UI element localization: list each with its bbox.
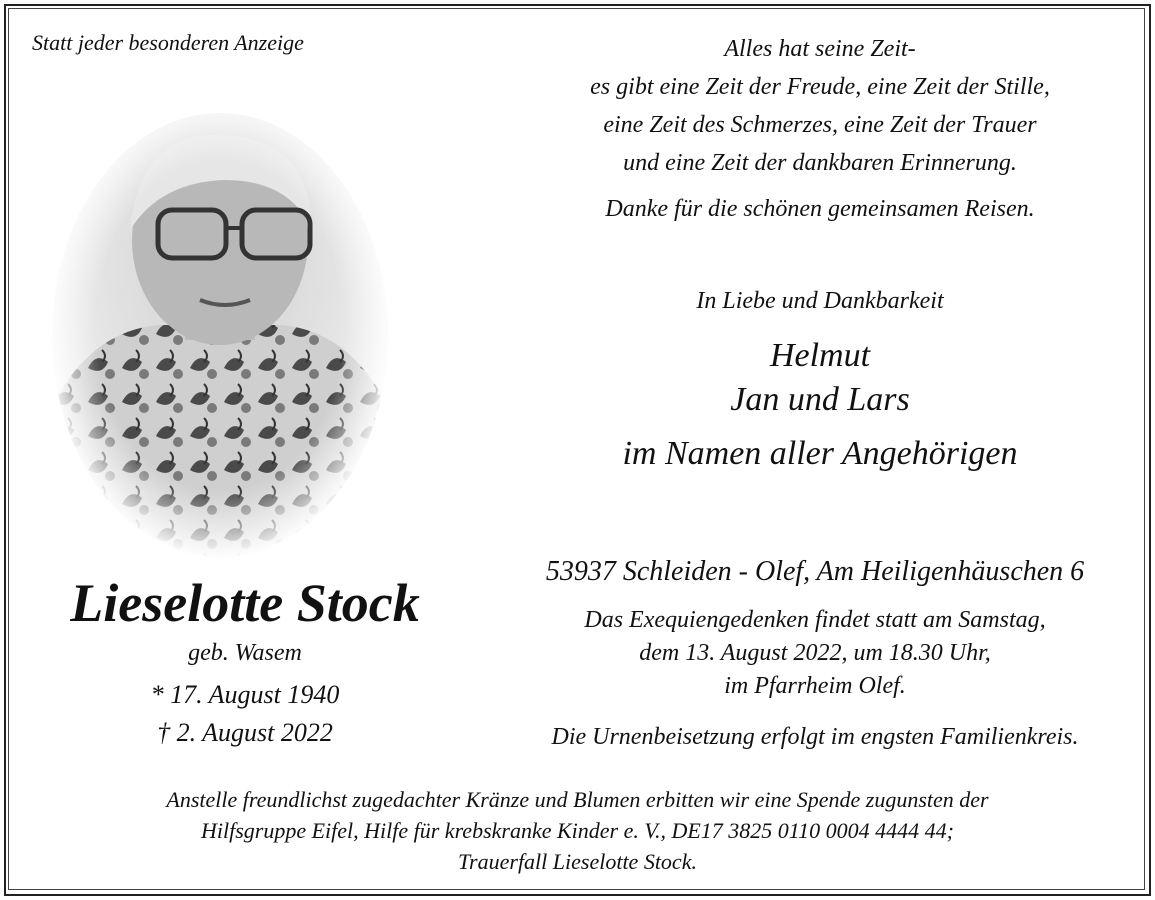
- donation-line: Anstelle freundlichst zugedachter Kränze und Blumen erbitten wir eine Spende zugunsten der: [166, 787, 989, 812]
- address-line: 53937 Schleiden - Olef, Am Heiligenhäuschen 6: [545, 556, 1085, 587]
- in-love-line: In Liebe und Dankbarkeit: [696, 288, 944, 314]
- notice-heading: Statt jeder besonderen Anzeige: [32, 30, 304, 55]
- mourner-name: Jan und Lars: [730, 381, 910, 418]
- quote-block: [520, 30, 1120, 182]
- birth-date: * 17. August 1940: [150, 680, 340, 709]
- deceased-name: Lieselotte Stock: [70, 573, 420, 633]
- quote-line: eine Zeit des Schmerzes, eine Zeit der Trauer: [603, 112, 1037, 138]
- quote-line: und eine Zeit der dankbaren Erinnerung.: [623, 150, 1017, 176]
- service-line: Das Exequiengedenken findet statt am Samstag,: [584, 607, 1046, 633]
- service-line: im Pfarrheim Olef.: [724, 673, 906, 699]
- donation-block: [20, 784, 1135, 877]
- quote-line: es gibt eine Zeit der Freude, eine Zeit der Stille,: [590, 74, 1050, 100]
- mourner-name: Helmut: [769, 337, 871, 374]
- mourner-name: im Namen aller Angehörigen: [622, 435, 1018, 472]
- urn-line: Die Urnenbeisetzung erfolgt im engsten Familienkreis.: [551, 724, 1079, 750]
- quote-line: Alles hat seine Zeit-: [724, 36, 916, 62]
- donation-line: Trauerfall Lieselotte Stock.: [458, 849, 697, 874]
- thanks-line: Danke für die schönen gemeinsamen Reisen.: [605, 196, 1035, 222]
- service-block: [500, 604, 1130, 703]
- mourners-block: [520, 334, 1120, 476]
- maiden-name: geb. Wasem: [188, 640, 302, 666]
- death-date: † 2. August 2022: [157, 718, 333, 747]
- service-line: dem 13. August 2022, um 18.30 Uhr,: [639, 640, 991, 666]
- donation-line: Hilfsgruppe Eifel, Hilfe für krebskranke Kinder e. V., DE17 3825 0110 0004 4444 44;: [200, 818, 954, 843]
- portrait-photo: [50, 110, 390, 560]
